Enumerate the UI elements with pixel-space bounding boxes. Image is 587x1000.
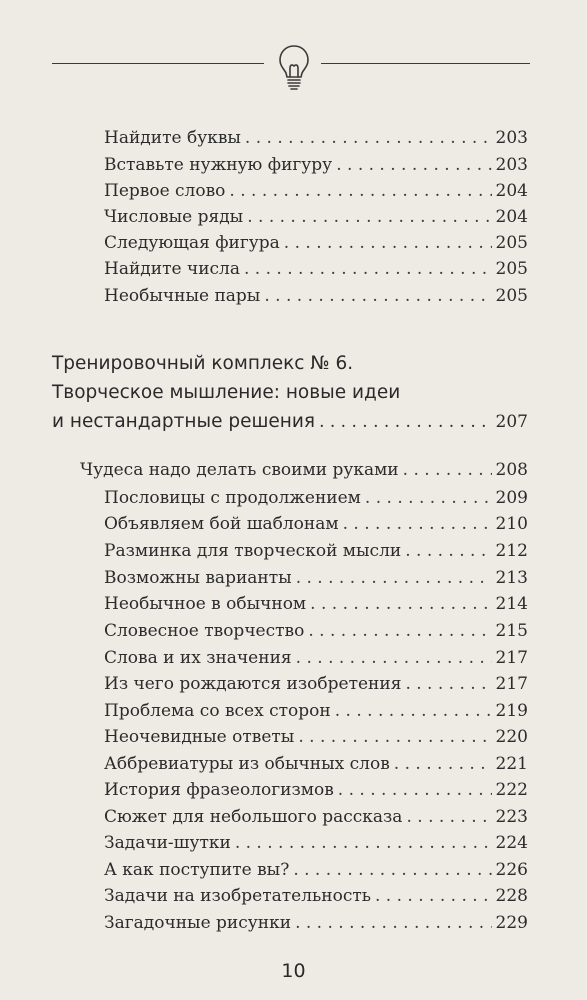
leader-dots — [338, 782, 492, 799]
toc-entry-page: 203 — [495, 155, 528, 175]
toc-entry[interactable] — [104, 676, 528, 693]
toc-entry-page: 221 — [495, 754, 528, 774]
leader-dots — [343, 516, 492, 533]
toc-entry-page: 205 — [495, 233, 528, 253]
toc-entry[interactable] — [104, 130, 528, 147]
toc-entry[interactable] — [104, 915, 528, 932]
toc-entry-title: Объявляем бой шаблонам — [104, 514, 339, 534]
toc-entry-page: 222 — [495, 780, 528, 800]
toc-entry-title: Разминка для творческой мысли — [104, 541, 402, 561]
toc-entry[interactable] — [104, 516, 528, 533]
leader-dots — [405, 676, 491, 693]
leader-dots — [308, 623, 491, 640]
toc-entry-page: 229 — [495, 913, 528, 933]
toc-entry[interactable] — [104, 261, 528, 278]
toc-entry[interactable] — [104, 596, 528, 613]
toc-entry-title: Найдите числа — [104, 259, 240, 279]
toc-entry-page: 214 — [495, 594, 528, 614]
leader-dots — [406, 809, 491, 826]
toc-entry[interactable] — [104, 183, 528, 200]
toc-entry[interactable] — [104, 756, 528, 773]
toc-entry[interactable] — [104, 782, 528, 799]
leader-dots — [296, 570, 492, 587]
toc-entry-page: 219 — [495, 701, 528, 721]
toc-entry-title: Задачи-шутки — [104, 833, 231, 853]
lightbulb-icon — [274, 40, 314, 92]
section-heading-line-2[interactable]: Творческое мышление: новые идеи — [52, 382, 401, 403]
toc-entry-title: Следующая фигура — [104, 233, 280, 253]
toc-entry-page: 215 — [495, 621, 528, 641]
toc-entry[interactable] — [104, 490, 528, 507]
leader-dots — [394, 756, 492, 773]
leader-dots — [405, 543, 491, 560]
header-rule-left — [52, 63, 264, 64]
toc-entry-title: Задачи на изобретательность — [104, 886, 371, 906]
toc-entry[interactable] — [104, 570, 528, 587]
toc-entry[interactable] — [104, 703, 528, 720]
subsection-page: 208 — [495, 460, 528, 480]
toc-entry-title: Неочевидные ответы — [104, 727, 295, 747]
toc-entry-page: 205 — [495, 286, 528, 306]
leader-dots — [336, 157, 491, 174]
toc-entry[interactable] — [104, 650, 528, 667]
toc-entry-page: 220 — [495, 727, 528, 747]
toc-entry-page: 204 — [495, 181, 528, 201]
leader-dots — [229, 183, 491, 200]
toc-entry-title: История фразеологизмов — [104, 780, 334, 800]
toc-entry-title: Загадочные рисунки — [104, 913, 292, 933]
toc-entry-page: 226 — [495, 860, 528, 880]
toc-entry[interactable] — [104, 543, 528, 560]
toc-entry-page: 203 — [495, 128, 528, 148]
toc-entry-page: 223 — [495, 807, 528, 827]
leader-dots — [298, 729, 491, 746]
toc-subsection[interactable] — [80, 462, 528, 479]
section-page: 207 — [495, 412, 528, 432]
toc-entry[interactable] — [104, 235, 528, 252]
toc-entry-title: Найдите буквы — [104, 128, 241, 148]
header-rule-right — [321, 63, 530, 64]
toc-entry-page: 205 — [495, 259, 528, 279]
leader-dots — [375, 888, 492, 905]
toc-entry-title: Проблема со всех сторон — [104, 701, 331, 721]
toc-entry[interactable] — [104, 623, 528, 640]
toc-entry-title: Слова и их значения — [104, 648, 292, 668]
toc-entry-title: А как поступите вы? — [104, 860, 290, 880]
toc-entry[interactable] — [104, 835, 528, 852]
toc-entry-page: 210 — [495, 514, 528, 534]
leader-dots — [244, 261, 492, 278]
leader-dots — [264, 288, 491, 305]
toc-entry-title: Вставьте нужную фигуру — [104, 155, 333, 175]
toc-entry-title: Необычное в обычном — [104, 594, 307, 614]
toc-entry-page: 209 — [495, 488, 528, 508]
toc-entry-title: Аббревиатуры из обычных слов — [104, 754, 390, 774]
toc-entry-page: 217 — [495, 674, 528, 694]
leader-dots — [310, 596, 491, 613]
toc-entry[interactable] — [104, 209, 528, 226]
toc-entry-title: Пословицы с продолжением — [104, 488, 361, 508]
leader-dots — [296, 650, 492, 667]
page-number: 10 — [281, 960, 306, 982]
toc-entry-title: Необычные пары — [104, 286, 261, 306]
toc-entry[interactable] — [104, 157, 528, 174]
section-heading-line-1[interactable]: Тренировочный комплекс № 6. — [52, 353, 354, 374]
toc-entry-title: Словесное творчество — [104, 621, 305, 641]
toc-entry[interactable] — [104, 809, 528, 826]
toc-entry-page: 217 — [495, 648, 528, 668]
leader-dots — [235, 835, 492, 852]
toc-entry[interactable] — [104, 729, 528, 746]
leader-dots — [335, 703, 492, 720]
toc-entry[interactable] — [104, 888, 528, 905]
leader-dots — [284, 235, 492, 252]
subsection-title: Чудеса надо делать своими руками — [80, 460, 399, 480]
leader-dots — [365, 490, 492, 507]
leader-dots — [247, 209, 491, 226]
section-heading-line-3[interactable] — [52, 413, 528, 432]
toc-entry[interactable] — [104, 288, 528, 305]
leader-dots — [319, 414, 491, 431]
leader-dots — [403, 462, 492, 479]
leader-dots — [295, 915, 491, 932]
toc-entry-page: 212 — [495, 541, 528, 561]
section-heading-text: и нестандартные решения — [52, 411, 316, 432]
toc-entry-page: 224 — [495, 833, 528, 853]
toc-entry-page: 228 — [495, 886, 528, 906]
toc-entry[interactable] — [104, 862, 528, 879]
leader-dots — [293, 862, 491, 879]
toc-entry-title: Из чего рождаются изобретения — [104, 674, 402, 694]
toc-entry-title: Числовые ряды — [104, 207, 244, 227]
toc-entry-page: 213 — [495, 568, 528, 588]
toc-entry-title: Сюжет для небольшого рассказа — [104, 807, 403, 827]
toc-entry-title: Первое слово — [104, 181, 226, 201]
toc-entry-page: 204 — [495, 207, 528, 227]
toc-entry-title: Возможны варианты — [104, 568, 292, 588]
leader-dots — [245, 130, 492, 147]
